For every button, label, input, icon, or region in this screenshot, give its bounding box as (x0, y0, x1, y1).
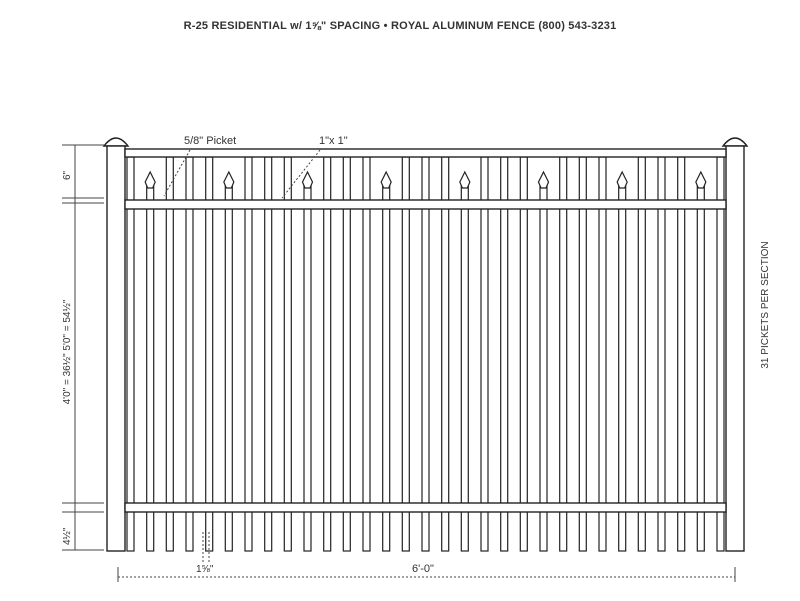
middle-rail (125, 200, 726, 209)
picket (560, 157, 567, 551)
picket (717, 157, 724, 551)
picket-group (127, 157, 724, 551)
spear-finial (224, 172, 234, 188)
picket (363, 157, 370, 551)
picket (579, 157, 586, 551)
picket (186, 157, 193, 551)
spear-finial (696, 172, 706, 188)
spear-finial (145, 172, 155, 188)
pickets-per-section-note: 31 PICKETS PER SECTION (760, 241, 771, 369)
picket (147, 182, 154, 551)
picket-spacing-label: 1⅝" (196, 564, 214, 575)
diagram-title: R-25 RESIDENTIAL w/ 1⅝" SPACING • ROYAL ALUMINUM FENCE (800) 543-3231 (183, 20, 617, 32)
picket (422, 157, 429, 551)
bottom-spacing-label: 4½" (62, 527, 73, 545)
picket (697, 182, 704, 551)
picket (127, 157, 134, 551)
rail-callout: 1"x 1" (319, 135, 348, 147)
picket (501, 157, 508, 551)
picket (206, 157, 213, 551)
picket (284, 157, 291, 551)
bottom-rail (125, 503, 726, 512)
picket (619, 182, 626, 551)
picket (166, 157, 173, 551)
picket (599, 157, 606, 551)
picket (658, 157, 665, 551)
spear-finial (539, 172, 549, 188)
picket (481, 157, 488, 551)
picket (442, 157, 449, 551)
picket (402, 157, 409, 551)
picket-callout: 5/8" Picket (184, 135, 237, 147)
picket (540, 182, 547, 551)
top-rail (125, 149, 726, 157)
picket (225, 182, 232, 551)
picket (304, 182, 311, 551)
section-width-label: 6'-0" (412, 563, 434, 575)
top-spacing-label: 6" (62, 170, 73, 180)
picket (245, 157, 252, 551)
spear-finial (460, 172, 470, 188)
picket (638, 157, 645, 551)
height-label: 4'0" = 36½" 5'0" = 54½" (62, 299, 73, 405)
picket (461, 182, 468, 551)
picket (265, 157, 272, 551)
spear-finial (381, 172, 391, 188)
picket (520, 157, 527, 551)
spear-finial (303, 172, 313, 188)
picket (343, 157, 350, 551)
spear-finial (617, 172, 627, 188)
picket (678, 157, 685, 551)
picket (324, 157, 331, 551)
picket (383, 182, 390, 551)
